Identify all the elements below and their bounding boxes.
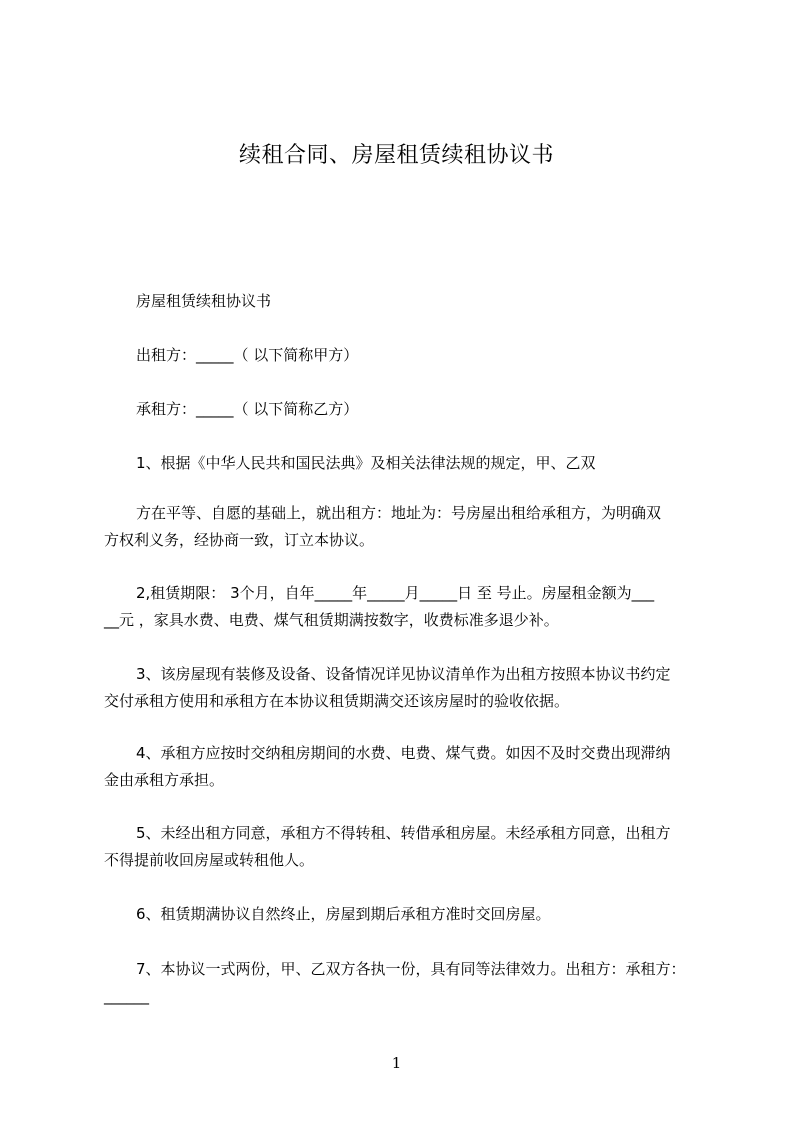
paragraph-clause-4 — [104, 740, 714, 794]
paragraph-lessor — [104, 342, 714, 369]
paragraph-line: 金由承租方承担。 — [104, 771, 225, 789]
paragraph-lessee — [104, 396, 714, 423]
paragraph-line: 1、根据《中华人民共和国民法典》及相关法律法规的规定，甲、乙双 — [136, 454, 596, 472]
document-title: 续租合同、房屋租赁续租协议书 — [238, 143, 554, 168]
paragraph-line: 7、本协议一式两份，甲、乙双方各执一份，具有同等法律效力。出租方：承租方： — [136, 960, 686, 978]
paragraph-clause-1b — [104, 500, 714, 554]
paragraph-line: 出租方：_____（ 以下简称甲方） — [136, 346, 359, 364]
paragraph-line: __元 ，家具水费、电费、煤气租赁期满按数字，收费标准多退少补。 — [104, 611, 559, 629]
paragraph-clause-7 — [104, 956, 714, 1010]
paragraph-clause-1a — [104, 450, 714, 477]
paragraph-line: 2,租赁期限： 3个月，自年_____年_____月_____日 至 号止。房屋租金额为___ — [136, 584, 655, 602]
paragraph-line: 方权利义务，经协商一致，订立本协议。 — [104, 531, 375, 549]
paragraph-subtitle — [104, 288, 714, 315]
paragraph-line: 4、承租方应按时交纳租房期间的水费、电费、煤气费。如因不及时交费出现滞纳 — [136, 744, 671, 762]
paragraph-clause-5 — [104, 820, 714, 874]
paragraph-clause-2 — [104, 580, 714, 634]
page-number: 1 — [391, 1054, 402, 1072]
paragraph-line: ______ — [104, 987, 149, 1005]
paragraph-line: 承租方：_____（ 以下简称乙方） — [136, 400, 359, 418]
paragraph-clause-3 — [104, 661, 714, 715]
paragraph-line: 3、该房屋现有装修及设备、设备情况详见协议清单作为出租方按照本协议书约定 — [136, 665, 671, 683]
paragraph-line: 6、租赁期满协议自然终止，房屋到期后承租方准时交回房屋。 — [136, 905, 551, 923]
paragraph-line: 交付承租方使用和承租方在本协议租赁期满交还该房屋时的验收依据。 — [104, 692, 570, 710]
paragraph-line: 房屋租赁续租协议书 — [136, 292, 272, 310]
paragraph-clause-6 — [104, 901, 714, 928]
paragraph-line: 方在平等、自愿的基础上，就出租方：地址为：号房屋出租给承租方，为明确双 — [136, 504, 662, 522]
paragraph-line: 不得提前收回房屋或转租他人。 — [104, 851, 315, 869]
paragraph-line: 5、未经出租方同意，承租方不得转租、转借承租房屋。未经承租方同意，出租方 — [136, 824, 671, 842]
